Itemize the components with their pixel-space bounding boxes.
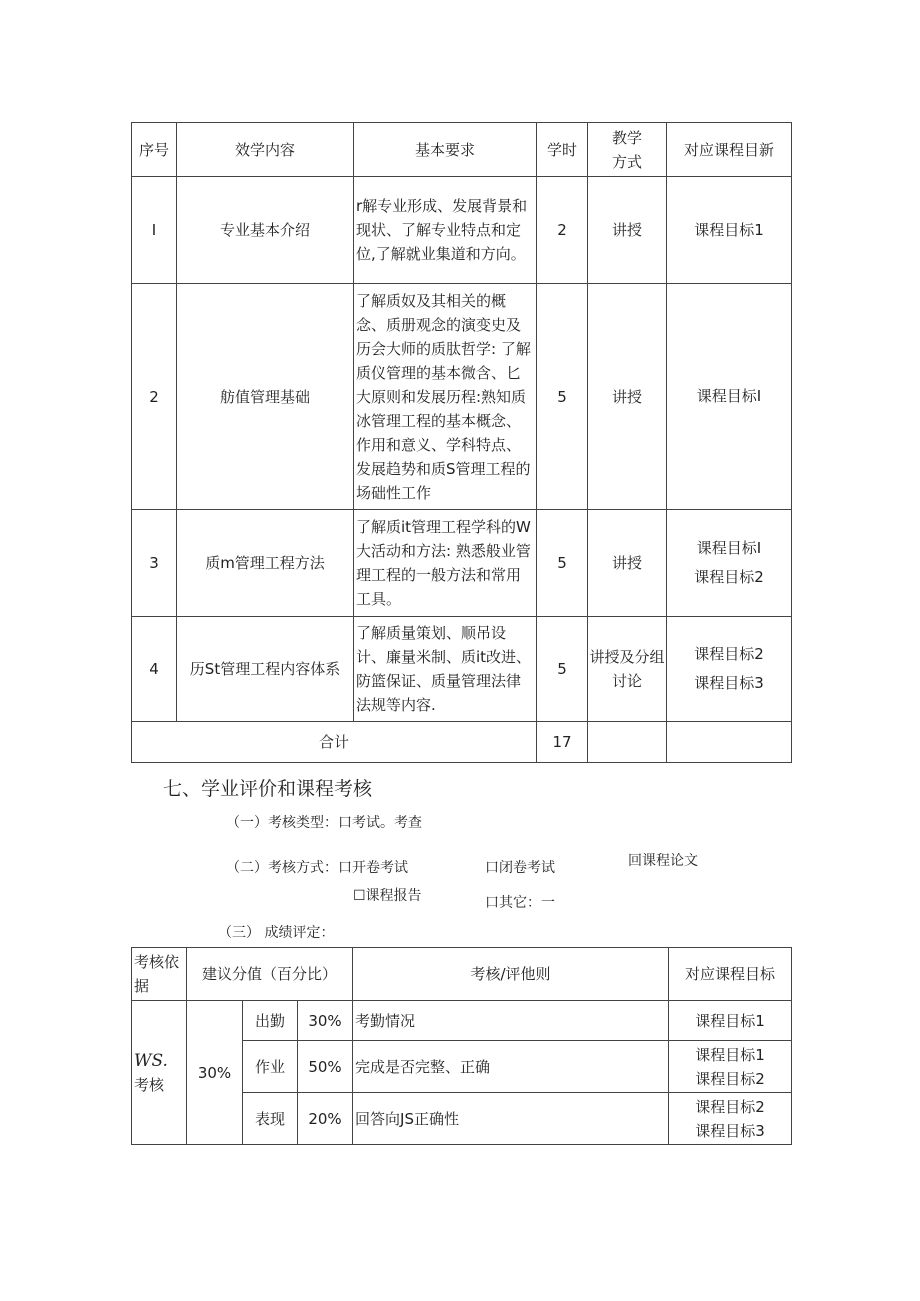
table-row [132, 617, 792, 722]
row-content: 历St管理工程内容体系 [177, 617, 354, 722]
exam-type-line: （一）考核类型：口考试。考查 [226, 815, 422, 831]
course-content-table [131, 122, 792, 763]
header-score: 建议分值（百分比） [187, 948, 353, 1001]
option-closed-exam[interactable]: 口闭卷考试 [485, 860, 555, 876]
row-target: 课程目标2 [694, 645, 764, 663]
group-basis-line2: 考核 [134, 1075, 165, 1094]
item-percent: 50% [298, 1041, 353, 1093]
row-content: 专业基本介绍 [177, 177, 354, 284]
item-name: 表现 [243, 1093, 298, 1145]
row-requirement: 了解质it管理工程学科的W大活动和方法: 熟悉般业管理工程的一般方法和常用工具。 [354, 510, 537, 617]
header-method-line1: 教学 [611, 128, 642, 147]
row-content: 质m管理工程方法 [177, 510, 354, 617]
option-course-report[interactable]: ☐课程报告 [353, 888, 422, 904]
item-target: 课程目标2 [695, 1097, 765, 1116]
row-hours: 5 [537, 617, 588, 722]
item-target: 课程目标2 [695, 1069, 765, 1088]
item-percent: 30% [298, 1001, 353, 1041]
item-rule: 完成是否完整、正确 [353, 1041, 669, 1093]
group-basis-line1: WS. [134, 1050, 168, 1071]
item-percent: 20% [298, 1093, 353, 1145]
header-rules: 考核/评他则 [353, 948, 669, 1001]
table-row [132, 1001, 792, 1041]
item-name: 出勤 [243, 1001, 298, 1041]
row-method: 讲授 [588, 284, 667, 510]
table-row [132, 177, 792, 284]
table-row [132, 284, 792, 510]
grading-table [131, 947, 792, 1145]
row-content: 舫值管理基础 [177, 284, 354, 510]
header-method-line2: 方式 [611, 152, 642, 171]
row-hours: 5 [537, 510, 588, 617]
header-method [588, 123, 667, 177]
row-requirement: 了解质奴及其相关的概念、质册观念的演变史及历会大师的质肽哲学: 了解质仪管理的基本微含、匕大原则和发展历程:熟知质冰管理工程的基本概念、作用和意义、学科特点、发展趋势和质S管理工程的场础性工作 [354, 284, 537, 510]
option-course-thesis[interactable]: 回课程论文 [628, 853, 698, 869]
row-targets [667, 617, 792, 722]
row-target: 课程目标1 [694, 220, 764, 239]
header-content: 效学内容 [177, 123, 354, 177]
option-other[interactable]: 口其它：一 [485, 895, 555, 911]
row-seq: 2 [132, 284, 177, 510]
item-name: 作业 [243, 1041, 298, 1093]
item-rule: 回答向JS正确性 [353, 1093, 669, 1145]
grading-label: （三） 成绩评定： [218, 925, 335, 941]
grading-header-row [132, 948, 792, 1001]
item-targets [669, 1041, 792, 1093]
header-requirement: 基本要求 [354, 123, 537, 177]
item-target: 课程目标1 [695, 1011, 765, 1030]
row-method: 讲授 [588, 177, 667, 284]
row-seq: 3 [132, 510, 177, 617]
row-target: 课程目标3 [694, 674, 764, 692]
table-row [132, 510, 792, 617]
item-target: 课程目标1 [695, 1045, 765, 1064]
row-requirement: r解专业形成、发展背景和现状、了解专业特点和定位,了解就业集道和方向。 [354, 177, 537, 284]
header-basis: 考核依据 [132, 948, 187, 1001]
row-hours: 5 [537, 284, 588, 510]
item-target: 课程目标3 [695, 1121, 765, 1140]
header-hours: 学时 [537, 123, 588, 177]
total-row [132, 722, 792, 763]
total-target-empty [667, 722, 792, 763]
total-method-empty [588, 722, 667, 763]
exam-method-line: （二）考核方式：口开卷考试 [226, 860, 408, 876]
row-seq: 4 [132, 617, 177, 722]
header-target: 对应课程目新 [667, 123, 792, 177]
total-hours: 17 [537, 722, 588, 763]
row-seq: I [132, 177, 177, 284]
row-target: 课程目标2 [694, 568, 764, 586]
row-target: 课程目标I [696, 387, 762, 405]
section-title: 七、学业评价和课程考核 [163, 778, 373, 800]
row-targets [667, 177, 792, 284]
row-method: 讲授 [588, 510, 667, 617]
row-requirement: 了解质量策划、顺吊设计、廉量米制、质it改进、防篮保证、质量管理法律法规等内容. [354, 617, 537, 722]
row-method: 讲授及分组讨论 [588, 617, 667, 722]
row-targets [667, 284, 792, 510]
item-targets [669, 1001, 792, 1041]
group-basis [132, 1001, 187, 1145]
table-header-row [132, 123, 792, 177]
item-rule: 考勤情况 [353, 1001, 669, 1041]
row-targets [667, 510, 792, 617]
row-hours: 2 [537, 177, 588, 284]
item-targets [669, 1093, 792, 1145]
row-target: 课程目标I [696, 539, 762, 557]
group-percent: 30% [187, 1001, 243, 1145]
total-label: 合计 [132, 722, 537, 763]
header-target: 对应课程目标 [669, 948, 792, 1001]
header-seq: 序号 [132, 123, 177, 177]
